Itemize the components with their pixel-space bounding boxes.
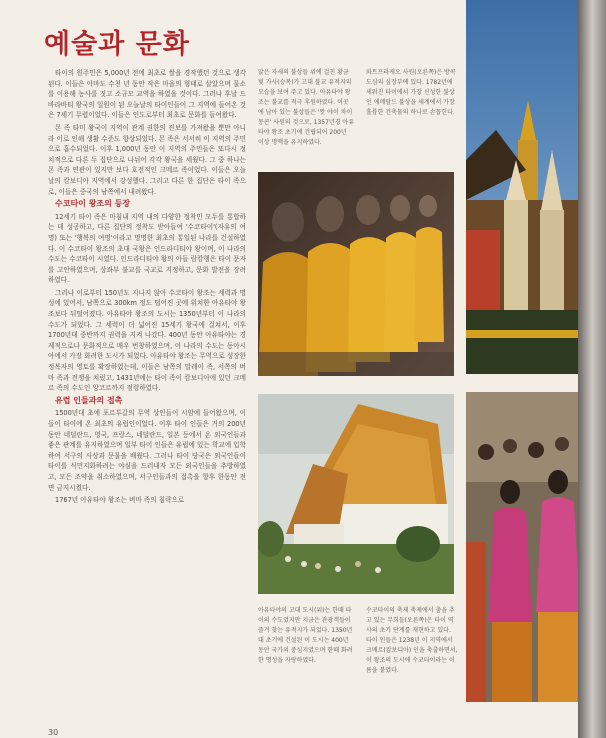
- paragraph: 1767년 아유타야 왕조는 버마 족의 침략으로: [55, 496, 185, 505]
- photo-caption: 와트프라케오 사원(오른쪽)은 방콕 도심의 심장부에 있다. 1782년에 세워진 타이에서 가장 신성한 불상인 에메랄드 불상을 세계에서 가장 훌륭한 건축물의 하나로 손꼽힌다.: [366, 69, 456, 116]
- page-number: 30: [48, 728, 59, 737]
- photo-caption: 수코타이의 축제 축제에서 춤을 추고 있는 무희들(오른쪽)은 타이 역사의 초기 단계를 재현하고 있다. 타이 인들은 1238년 이 지역에서 크메르(캄보디아) 인을 축출하면서, 이 왕조의 도시에 수코타이라는 이름을 붙였다.: [366, 607, 458, 674]
- ayutthaya-temple-photo: [258, 394, 454, 594]
- paragraph: 타이의 원주민은 5,000년 전에 최초로 쌀을 경작했던 것으로 생각된다. 이들은 아마도 수천 년 동안 작은 마을의 형태로 살았으며 물소를 이용해 농사를 짓고 소규모 교역을 하였을 것이다. 그러나 후날 드바라바티 왕국의 일원이 된 오늘날의 타이인들이 그 지역에 들어온 것은 7세기 무렵이었다. 이들은 인도로부터 최초로 문화를 들여왔다.: [48, 69, 246, 120]
- buddha-statues-photo: [258, 172, 454, 376]
- section-heading: 유럽 인들과의 접촉: [55, 395, 123, 405]
- page-title: 예술과 문화: [44, 29, 190, 60]
- paragraph: 12세기 타이 족은 마침내 지역 내의 다양한 정착민 모두를 통합하는 데 성공하고, 다른 집단의 정착도 받아들여 '수코타이'(자유의 여명) 또는 '행복의 여명'이라고 명명한 최초의 통일된 나라를 건설하였다. 이 수코타이 왕조의 초대 국왕은 인드라디티야 왕이며, 이 나라의 수도는 수코타이 시였다. 인드라디티야 왕의 아들 람캄행은 타이 문자를 고안하였으며, 상좌부 불교를 국교로 지정하고, 문화 발전을 장려하였다.: [48, 212, 246, 285]
- paragraph: 몬 족 타미 왕국이 지역이 관계 권한의 진보를 가져왔을 뿐만 아니라 이로 인해 생활 수준도 향상되었다. 몬 족은 서서히 이 지역의 주민으로 흡수되었다. 이후 1,000년 동안 이 지역의 주민들은 또다시 정치적으로 다른 두 집단으로 나뉘어 각각 왕국을 세웠다. 그 중 하나는 몬 족과 연관이 있지만 보다 호전적인 크메르 족이었다. 이들은 오늘날의 캄보디아 지역에서 강성했다. 그리고 다른 한 집단은 타이 족으로, 이들은 중국의 남쪽에서 내려왔다.: [48, 123, 246, 196]
- photo-caption: 아유타야의 고대 도시(위)는 한때 타이의 수도였지만 지금은 관광객들이 즐겨 찾는 유적지가 되었다. 1350년대 초기에 건설된 이 도시는 400년 동안 국가의 중심지였으며 한때 화려한 명성을 자랑하였다.: [258, 607, 353, 664]
- photo-caption: 앉은 자세의 불상들 위에 걸친 황금빛 가사(승복)가 고대 불교 유적지의 모습을 보여 주고 있다. 아유타야 왕조는 불교를 적극 후원하였다. 이곳에 남아 있는 불상들은 '왓 야이 차이몽콘' 사원의 것으로, 1357년경 아유타야 왕조 초기에 건립되어 200년 이상 명맥을 유지하였다.: [258, 69, 355, 146]
- main-column: [48, 68, 246, 508]
- dancers-photo: [466, 392, 582, 702]
- book-spine-shadow: [578, 0, 606, 738]
- grand-palace-photo: [466, 0, 582, 374]
- paragraph: 그러나 이로부터 150년도 지나지 않아 수코타이 왕조는 세력과 명성에 있어서, 남쪽으로 300km 정도 떨어진 곳에 위치한 아유타야 왕조보다 뒤떨어졌다. 아유타야 왕조의 도시는 1350년부터 이 나라의 수도가 되었다. 그 세력이 더 넓어진 15세기 왕국에 걸쳐서, 이후 1700년대 중반까지 권력을 지켜 나갔다. 400년 동안 아유타야는 경제적으로나 문화적으로 매우 번창하였으며, 이 나라의 수도는 동아시아에서 가장 화려한 도시가 되었다. 아유타야 왕조는 무역으로 성장한 정복자의 영토를 확장하였는데, 이들은 남쪽의 말레이 족, 서쪽의 버마 족과 전쟁을 치렀고, 1431년에는 타이 족이 캄보디아에 있던 크메르 족의 수도인 앙코르까지 점령하였다.: [48, 288, 246, 393]
- paragraph: 1500년대 초에 포르투갈의 무역 상인들이 시암에 들어왔으며, 이들이 타이에 온 최초의 유럽인이었다. 이후 타이 인들은 거의 200년 동안 네덜란드, 영국, 프랑스, 네덜란드, 일본 등에서 온 외국인들과 좋은 관계를 유지하였으며 일부 타이 인들은 유럽에 있는 학교에 입학하여 서구의 사상과 문물을 배웠다. 그러나 타이 당국은 외국인들이 타이를 식민지화하려는 야심을 드러내자 모든 외국인들을 추방하였고, 모든 조약을 취소하였으며, 서구인들과의 접촉을 향후 한동안 전면 금지시켰다.: [48, 409, 246, 492]
- section-heading: 수코타이 왕조의 등장: [55, 199, 131, 209]
